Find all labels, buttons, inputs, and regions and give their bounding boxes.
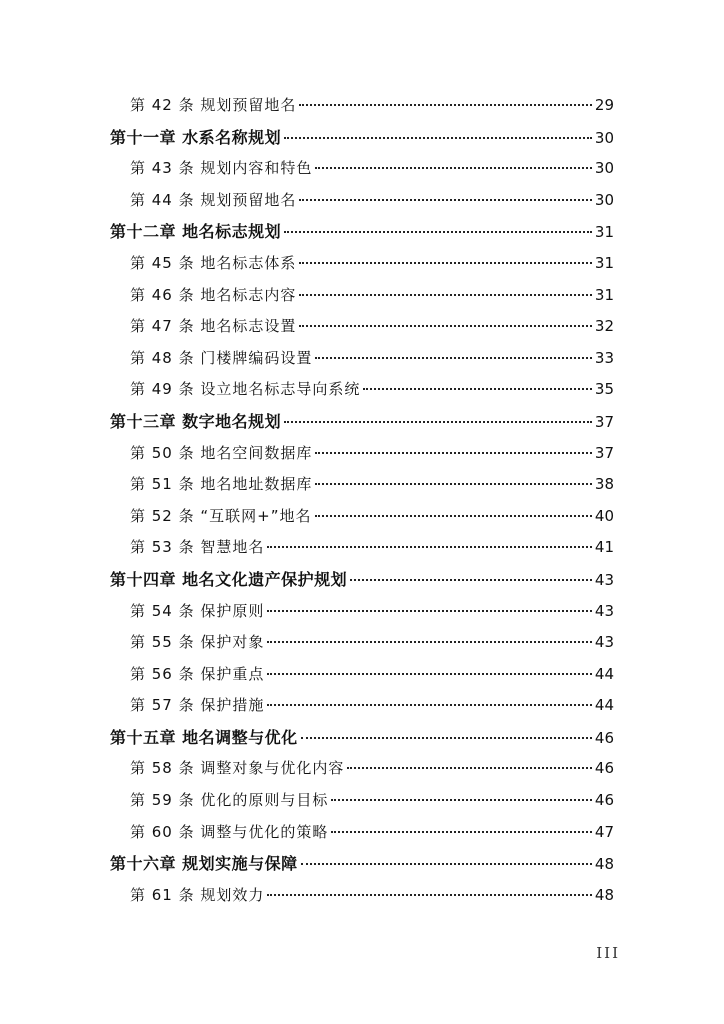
toc-entry[interactable] bbox=[110, 216, 614, 248]
toc-entry-title: 第 51 条 地名地址数据库 bbox=[130, 475, 313, 494]
toc-entry-page: 30 bbox=[594, 159, 614, 178]
toc-entry[interactable] bbox=[110, 469, 614, 501]
toc-leader-dots bbox=[315, 452, 592, 454]
toc-leader-dots bbox=[267, 546, 592, 548]
toc-leader-dots bbox=[331, 831, 592, 833]
toc-entry[interactable] bbox=[110, 406, 614, 438]
toc-entry-title: 第十一章 水系名称规划 bbox=[110, 127, 282, 147]
toc-entry-page: 37 bbox=[594, 443, 614, 462]
toc-leader-dots bbox=[301, 863, 592, 865]
toc-entry-title: 第 58 条 调整对象与优化内容 bbox=[130, 759, 345, 778]
toc-entry-title: 第 50 条 地名空间数据库 bbox=[130, 443, 313, 462]
toc-entry[interactable] bbox=[110, 753, 614, 785]
toc-entry-title: 第 54 条 保护原则 bbox=[130, 601, 265, 620]
toc-entry-title: 第 48 条 门楼牌编码设置 bbox=[130, 348, 313, 367]
toc-entry-title: 第 44 条 规划预留地名 bbox=[130, 190, 297, 209]
toc-leader-dots bbox=[315, 167, 592, 169]
toc-leader-dots bbox=[284, 137, 592, 139]
toc-entry[interactable] bbox=[110, 564, 614, 596]
toc-entry[interactable] bbox=[110, 690, 614, 722]
table-of-contents bbox=[110, 90, 614, 911]
toc-entry-title: 第 47 条 地名标志设置 bbox=[130, 317, 297, 336]
toc-entry-page: 31 bbox=[594, 285, 614, 304]
toc-entry[interactable] bbox=[110, 817, 614, 849]
toc-entry-page: 46 bbox=[594, 728, 614, 747]
toc-entry-page: 48 bbox=[594, 885, 614, 904]
toc-entry[interactable] bbox=[110, 280, 614, 312]
toc-entry-title: 第 61 条 规划效力 bbox=[130, 885, 265, 904]
toc-entry-title: 第 57 条 保护措施 bbox=[130, 696, 265, 715]
toc-entry-page: 30 bbox=[594, 190, 614, 209]
page-number: III bbox=[596, 944, 620, 962]
toc-entry-page: 44 bbox=[594, 664, 614, 683]
toc-entry-title: 第 42 条 规划预留地名 bbox=[130, 96, 297, 114]
toc-leader-dots bbox=[299, 104, 592, 106]
toc-entry-title: 第十二章 地名标志规划 bbox=[110, 222, 282, 242]
toc-leader-dots bbox=[267, 641, 592, 643]
toc-entry[interactable] bbox=[110, 848, 614, 880]
toc-entry[interactable] bbox=[110, 153, 614, 185]
toc-entry[interactable] bbox=[110, 532, 614, 564]
toc-leader-dots bbox=[301, 737, 592, 739]
toc-entry-page: 38 bbox=[594, 475, 614, 494]
toc-leader-dots bbox=[267, 673, 592, 675]
toc-entry-title: 第 43 条 规划内容和特色 bbox=[130, 159, 313, 178]
toc-leader-dots bbox=[299, 294, 592, 296]
toc-leader-dots bbox=[331, 799, 592, 801]
toc-entry-page: 31 bbox=[594, 253, 614, 272]
toc-entry-title: 第十四章 地名文化遗产保护规划 bbox=[110, 569, 348, 589]
toc-leader-dots bbox=[363, 388, 592, 390]
toc-entry-page: 41 bbox=[594, 538, 614, 557]
toc-leader-dots bbox=[299, 262, 592, 264]
toc-leader-dots bbox=[284, 231, 592, 233]
toc-entry[interactable] bbox=[110, 343, 614, 375]
toc-leader-dots bbox=[315, 483, 592, 485]
toc-entry-title: 第 59 条 优化的原则与目标 bbox=[130, 791, 329, 810]
toc-entry-title: 第 56 条 保护重点 bbox=[130, 664, 265, 683]
toc-entry-title: 第 52 条 “互联网+”地名 bbox=[130, 506, 312, 525]
toc-entry[interactable] bbox=[110, 311, 614, 343]
toc-leader-dots bbox=[347, 767, 592, 769]
toc-entry-page: 48 bbox=[594, 855, 614, 874]
toc-entry-page: 43 bbox=[594, 570, 614, 589]
toc-entry-title: 第 55 条 保护对象 bbox=[130, 633, 265, 652]
toc-entry-page: 33 bbox=[594, 348, 614, 367]
toc-entry[interactable] bbox=[110, 722, 614, 754]
toc-entry[interactable] bbox=[110, 248, 614, 280]
toc-entry-title: 第 46 条 地名标志内容 bbox=[130, 285, 297, 304]
toc-leader-dots bbox=[315, 515, 592, 517]
toc-entry-title: 第 49 条 设立地名标志导向系统 bbox=[130, 380, 361, 399]
toc-entry-title: 第 53 条 智慧地名 bbox=[130, 538, 265, 557]
toc-entry-page: 35 bbox=[594, 380, 614, 399]
toc-entry-page: 40 bbox=[594, 506, 614, 525]
toc-entry[interactable] bbox=[110, 374, 614, 406]
toc-leader-dots bbox=[350, 579, 592, 581]
toc-entry[interactable] bbox=[110, 880, 614, 912]
toc-entry[interactable] bbox=[110, 659, 614, 691]
toc-entry-title: 第十三章 数字地名规划 bbox=[110, 411, 282, 431]
toc-leader-dots bbox=[315, 357, 592, 359]
toc-leader-dots bbox=[267, 894, 592, 896]
toc-leader-dots bbox=[299, 325, 592, 327]
toc-entry-page: 29 bbox=[594, 96, 614, 114]
toc-leader-dots bbox=[267, 704, 592, 706]
toc-entry-page: 43 bbox=[594, 633, 614, 652]
toc-entry-title: 第 60 条 调整与优化的策略 bbox=[130, 822, 329, 841]
toc-entry-page: 31 bbox=[594, 223, 614, 242]
toc-entry-page: 46 bbox=[594, 759, 614, 778]
toc-leader-dots bbox=[299, 199, 592, 201]
toc-entry-page: 46 bbox=[594, 791, 614, 810]
toc-entry[interactable] bbox=[110, 627, 614, 659]
toc-entry[interactable] bbox=[110, 185, 614, 217]
toc-entry-page: 37 bbox=[594, 412, 614, 431]
toc-entry-title: 第 45 条 地名标志体系 bbox=[130, 253, 297, 272]
toc-entry[interactable] bbox=[110, 90, 614, 122]
toc-entry-page: 32 bbox=[594, 317, 614, 336]
toc-entry-page: 43 bbox=[594, 601, 614, 620]
toc-entry-page: 30 bbox=[594, 128, 614, 147]
toc-entry-title: 第十六章 规划实施与保障 bbox=[110, 854, 298, 874]
toc-entry-page: 44 bbox=[594, 696, 614, 715]
toc-entry[interactable] bbox=[110, 596, 614, 628]
toc-entry[interactable] bbox=[110, 438, 614, 470]
toc-leader-dots bbox=[284, 421, 592, 423]
toc-entry-title: 第十五章 地名调整与优化 bbox=[110, 727, 298, 747]
toc-entry[interactable] bbox=[110, 785, 614, 817]
toc-entry-page: 47 bbox=[594, 822, 614, 841]
toc-entry[interactable] bbox=[110, 501, 614, 533]
toc-leader-dots bbox=[267, 610, 592, 612]
toc-entry[interactable] bbox=[110, 122, 614, 154]
